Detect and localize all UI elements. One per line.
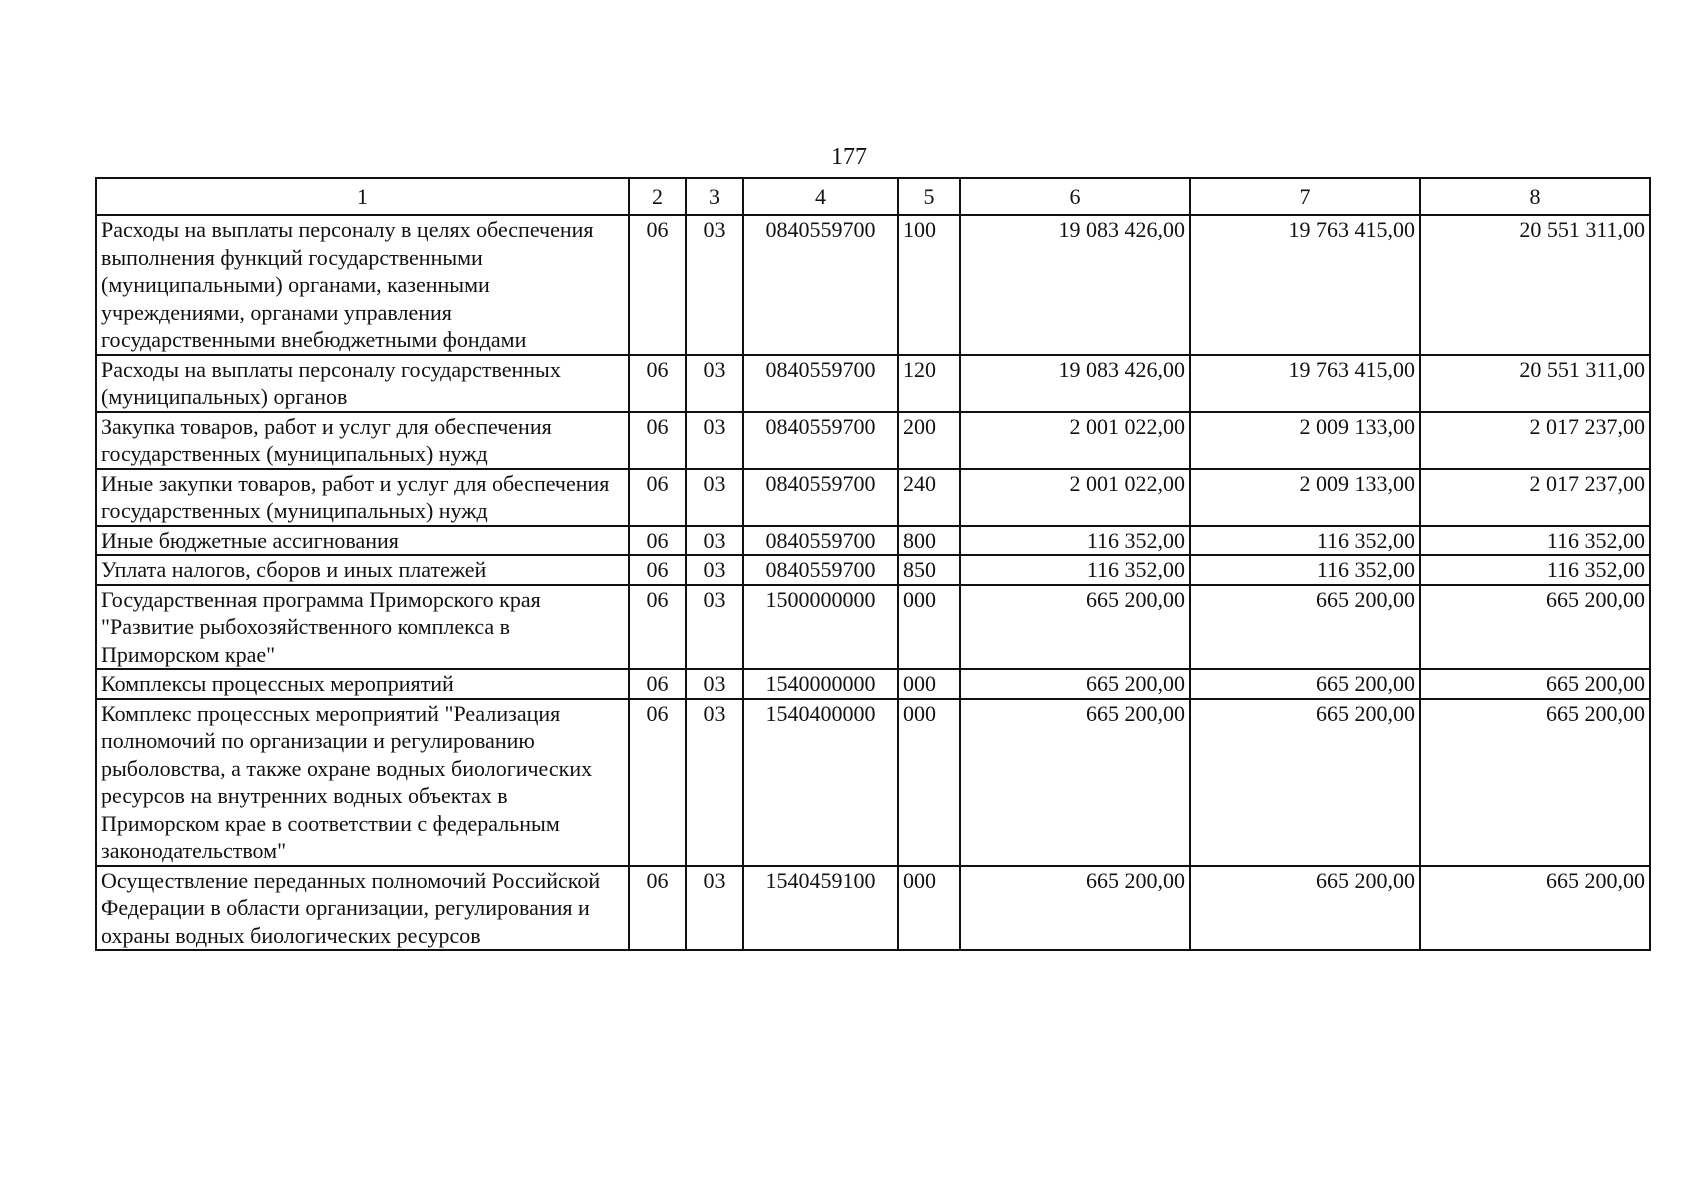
table-row: [96, 699, 1650, 866]
row-section: 06: [629, 412, 686, 469]
row-expense-type: 120: [898, 355, 960, 412]
page-number: 177: [831, 144, 867, 170]
row-subsection: 03: [686, 469, 743, 526]
table-row: [96, 215, 1650, 355]
row-amount-col7: 665 200,00: [1190, 585, 1420, 670]
row-section: 06: [629, 469, 686, 526]
header-col-1: 1: [96, 178, 629, 215]
row-amount-col6: 665 200,00: [960, 585, 1190, 670]
row-name: Уплата налогов, сборов и иных платежей: [96, 555, 629, 585]
table-row: [96, 412, 1650, 469]
row-section: 06: [629, 555, 686, 585]
row-target-article: 1540400000: [743, 699, 898, 866]
table-row: [96, 526, 1650, 556]
row-amount-col7: 116 352,00: [1190, 526, 1420, 556]
header-col-2: 2: [629, 178, 686, 215]
row-subsection: 03: [686, 526, 743, 556]
row-amount-col7: 665 200,00: [1190, 699, 1420, 866]
table-row: [96, 866, 1650, 951]
row-amount-col8: 665 200,00: [1420, 585, 1650, 670]
row-target-article: 0840559700: [743, 215, 898, 355]
row-section: 06: [629, 355, 686, 412]
header-col-3: 3: [686, 178, 743, 215]
row-amount-col6: 116 352,00: [960, 526, 1190, 556]
row-subsection: 03: [686, 585, 743, 670]
row-name: Расходы на выплаты персоналу в целях обеспечения выполнения функций государственными (муниципальными) органами, казенными учреждениями, органами управления государственными внебюджетными фондами: [96, 215, 629, 355]
header-col-8: 8: [1420, 178, 1650, 215]
header-col-4: 4: [743, 178, 898, 215]
table-row: [96, 669, 1650, 699]
row-target-article: 0840559700: [743, 355, 898, 412]
row-name: Иные бюджетные ассигнования: [96, 526, 629, 556]
row-target-article: 1540459100: [743, 866, 898, 951]
row-expense-type: 800: [898, 526, 960, 556]
row-amount-col6: 19 083 426,00: [960, 355, 1190, 412]
row-section: 06: [629, 215, 686, 355]
table-row: [96, 555, 1650, 585]
row-section: 06: [629, 699, 686, 866]
row-expense-type: 000: [898, 585, 960, 670]
row-amount-col6: 665 200,00: [960, 699, 1190, 866]
table-row: [96, 469, 1650, 526]
row-amount-col6: 116 352,00: [960, 555, 1190, 585]
row-amount-col8: 116 352,00: [1420, 555, 1650, 585]
row-amount-col8: 665 200,00: [1420, 866, 1650, 951]
row-section: 06: [629, 526, 686, 556]
row-amount-col6: 665 200,00: [960, 669, 1190, 699]
row-target-article: 0840559700: [743, 412, 898, 469]
row-amount-col6: 2 001 022,00: [960, 412, 1190, 469]
row-amount-col8: 116 352,00: [1420, 526, 1650, 556]
row-expense-type: 850: [898, 555, 960, 585]
row-target-article: 1540000000: [743, 669, 898, 699]
row-amount-col8: 2 017 237,00: [1420, 469, 1650, 526]
row-target-article: 0840559700: [743, 555, 898, 585]
row-name: Иные закупки товаров, работ и услуг для обеспечения государственных (муниципальных) нужд: [96, 469, 629, 526]
row-name: Государственная программа Приморского края "Развитие рыбохозяйственного комплекса в Приморском крае": [96, 585, 629, 670]
row-section: 06: [629, 669, 686, 699]
header-row: [96, 178, 1650, 215]
row-expense-type: 000: [898, 866, 960, 951]
row-subsection: 03: [686, 555, 743, 585]
row-expense-type: 000: [898, 669, 960, 699]
row-amount-col8: 665 200,00: [1420, 669, 1650, 699]
row-amount-col8: 20 551 311,00: [1420, 355, 1650, 412]
row-amount-col8: 2 017 237,00: [1420, 412, 1650, 469]
row-subsection: 03: [686, 699, 743, 866]
row-amount-col7: 2 009 133,00: [1190, 412, 1420, 469]
row-amount-col6: 2 001 022,00: [960, 469, 1190, 526]
row-name: Комплекс процессных мероприятий "Реализация полномочий по организации и регулированию рыболовства, а также охране водных биологических ресурсов на внутренних водных объектах в Приморском крае в соответствии с федеральным законодательством": [96, 699, 629, 866]
row-amount-col6: 19 083 426,00: [960, 215, 1190, 355]
row-amount-col7: 665 200,00: [1190, 866, 1420, 951]
row-target-article: 0840559700: [743, 469, 898, 526]
header-col-5: 5: [898, 178, 960, 215]
row-subsection: 03: [686, 669, 743, 699]
header-col-6: 6: [960, 178, 1190, 215]
row-section: 06: [629, 585, 686, 670]
row-target-article: 0840559700: [743, 526, 898, 556]
row-name: Осуществление переданных полномочий Российской Федерации в области организации, регулирования и охраны водных биологических ресурсов: [96, 866, 629, 951]
row-name: Закупка товаров, работ и услуг для обеспечения государственных (муниципальных) нужд: [96, 412, 629, 469]
row-amount-col7: 2 009 133,00: [1190, 469, 1420, 526]
row-expense-type: 100: [898, 215, 960, 355]
row-expense-type: 200: [898, 412, 960, 469]
row-amount-col8: 20 551 311,00: [1420, 215, 1650, 355]
header-col-7: 7: [1190, 178, 1420, 215]
row-amount-col6: 665 200,00: [960, 866, 1190, 951]
row-subsection: 03: [686, 355, 743, 412]
row-amount-col7: 116 352,00: [1190, 555, 1420, 585]
row-target-article: 1500000000: [743, 585, 898, 670]
row-subsection: 03: [686, 866, 743, 951]
budget-table: [95, 177, 1651, 951]
table-row: [96, 355, 1650, 412]
table-row: [96, 585, 1650, 670]
row-amount-col7: 19 763 415,00: [1190, 355, 1420, 412]
row-subsection: 03: [686, 412, 743, 469]
row-expense-type: 000: [898, 699, 960, 866]
row-name: Расходы на выплаты персоналу государственных (муниципальных) органов: [96, 355, 629, 412]
row-section: 06: [629, 866, 686, 951]
row-amount-col7: 19 763 415,00: [1190, 215, 1420, 355]
row-expense-type: 240: [898, 469, 960, 526]
row-subsection: 03: [686, 215, 743, 355]
row-amount-col7: 665 200,00: [1190, 669, 1420, 699]
row-amount-col8: 665 200,00: [1420, 699, 1650, 866]
row-name: Комплексы процессных мероприятий: [96, 669, 629, 699]
